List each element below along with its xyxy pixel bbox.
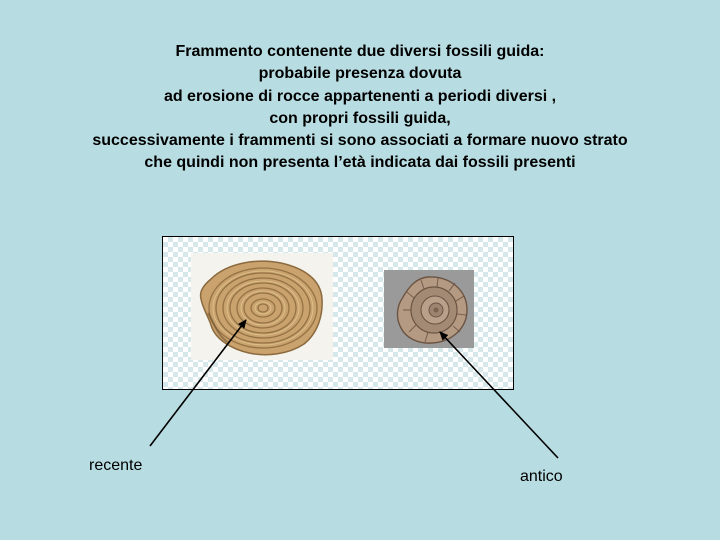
title-line: con propri fossili guida, [269, 109, 451, 127]
coral-fossil-icon [191, 253, 333, 360]
slide-title [20, 41, 700, 175]
title-line: Frammento contenente due diversi fossili guida: [175, 43, 545, 60]
rock-fragment [162, 236, 514, 390]
ammonite-fossil-icon [384, 270, 474, 348]
title-line: successivamente i frammenti si sono associati a formare nuovo strato [92, 132, 628, 150]
label-recent: recente [89, 457, 143, 474]
title-line: che quindi non presenta l’età indicata dai fossili presenti [144, 154, 576, 172]
label-ancient: antico [520, 468, 563, 485]
title-line: ad erosione di rocce appartenenti a periodi diversi , [163, 87, 557, 105]
title-line: probabile presenza dovuta [258, 65, 462, 83]
